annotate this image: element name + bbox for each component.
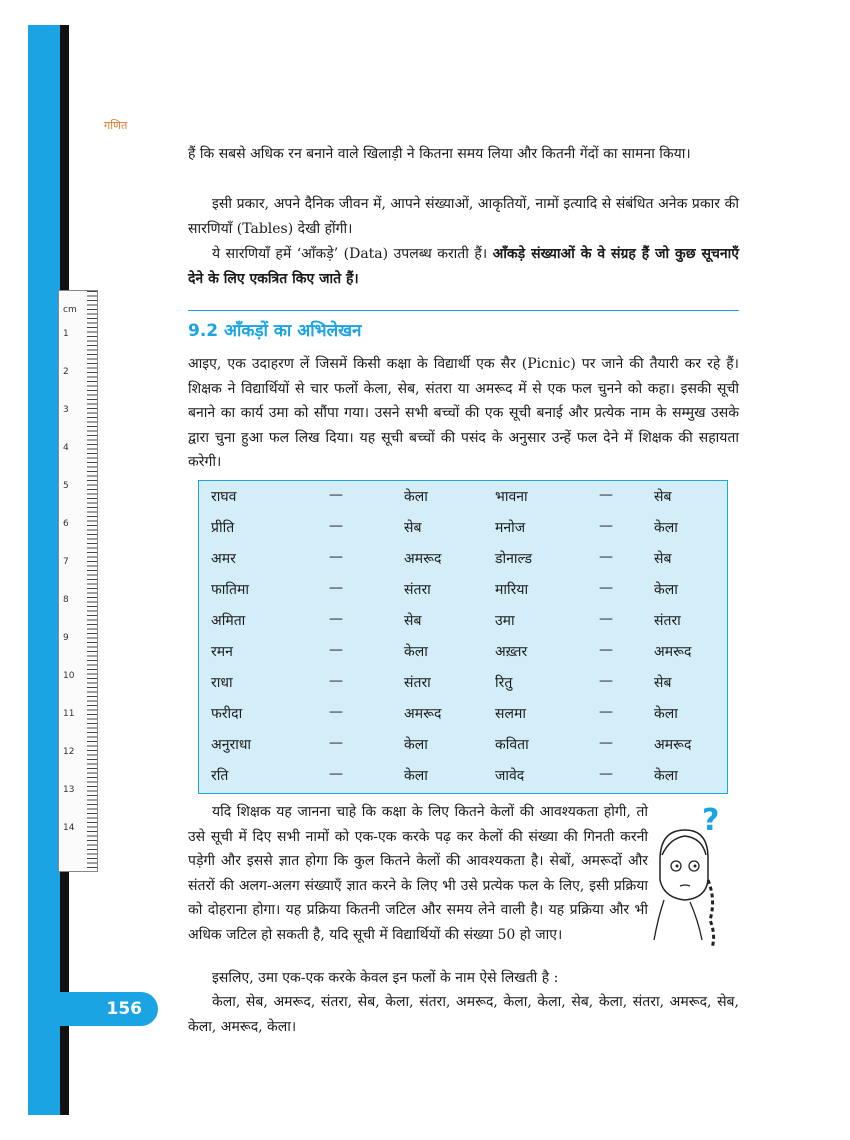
dash: — (329, 673, 343, 689)
student-name: अमिता (211, 613, 246, 629)
table-row (199, 669, 727, 699)
pupil-left (676, 865, 679, 868)
student-name: सलमा (495, 706, 526, 722)
student-name: मारिया (495, 582, 529, 598)
uma-writes-paragraph: इसलिए, उमा एक-एक करके केवल इन फलों के नाम ऐसे लिखती है : (212, 970, 559, 986)
table-row (199, 483, 727, 513)
fruit-choice: केला (404, 737, 428, 753)
student-name: रितु (495, 675, 513, 691)
fruit-choice: अमरूद (404, 551, 442, 567)
page-number: 156 (106, 999, 142, 1019)
fruit-choice: केला (654, 768, 678, 784)
fruit-choice: केला (654, 706, 678, 722)
student-name: जावेद (495, 768, 525, 784)
student-name: रमन (211, 644, 233, 660)
mouth (680, 885, 690, 886)
intro-paragraph-2: इसी प्रकार, अपने दैनिक जीवन में, आपने संख्याओं, आकृतियों, नामों इत्यादि से संबंधित अनेक प्रकार की सारणियाँ (Tables) देखी होंगी। (188, 196, 739, 237)
fruit-choice: केला (654, 582, 678, 598)
fruit-choice: केला (404, 489, 428, 505)
page-number-tab (28, 992, 158, 1026)
table-row (199, 762, 727, 792)
fruit-choice: केला (654, 520, 678, 536)
dash: — (599, 642, 613, 658)
dash: — (329, 642, 343, 658)
dash: — (599, 735, 613, 751)
fruit-choice: सेब (404, 520, 422, 536)
data-definition-lead: ये सारणियाँ हमें ‘आँकड़े’ (Data) उपलब्ध कराती हैं। (212, 246, 488, 262)
ruler-mark: 7 (63, 557, 69, 567)
dash: — (599, 673, 613, 689)
student-name: उमा (495, 613, 515, 629)
explanation-paragraph: यदि शिक्षक यह जानना चाहे कि कक्षा के लिए कितने केलों की आवश्यकता होगी, तो उसे सूची में दिए सभी नामों को एक-एक करके पढ़ कर केलों की संख्या की गिनती करनी पड़ेगी और इससे ज्ञात होगा कि कुल कितने केलों की आवश्यकता है। सेबों, अमरूदों और संतरों की अलग-अलग संख्याएँ ज्ञात करने के लिए भी उसे प्रत्येक फल के लिए, इसी प्रक्रिया को दोहराना होगा। यह प्रक्रिया कितनी जटिल और समय लेने वाली है। यह प्रक्रिया और भी अधिक जटिल हो सकती है, यदि सूची में विद्यार्थियों की संख्या 50 हो जाए। (188, 804, 648, 943)
ruler-mark: 10 (63, 671, 75, 681)
fruit-choice-table (198, 480, 728, 794)
fruit-list-paragraph: केला, सेब, अमरूद, संतरा, सेब, केला, संतरा, अमरूद, केला, केला, सेब, केला, संतरा, अमरूद, सेब, केला, अमरूद, केला। (188, 994, 739, 1035)
dash: — (599, 766, 613, 782)
dash: — (329, 704, 343, 720)
student-name: राधा (211, 675, 233, 691)
student-name: फरीदा (211, 706, 243, 722)
student-name: फातिमा (211, 582, 250, 598)
section-divider (188, 310, 739, 311)
ruler-mark: cm (63, 305, 77, 315)
ruler-mark: 8 (63, 595, 69, 605)
ruler-mark: 2 (63, 367, 69, 377)
student-name: अमर (211, 551, 236, 567)
student-name: राघव (211, 489, 237, 505)
dash: — (329, 611, 343, 627)
fruit-choice: संतरा (654, 613, 681, 629)
fruit-choice: केला (404, 644, 428, 660)
dash: — (599, 549, 613, 565)
fruit-choice: अमरूद (654, 644, 692, 660)
dash: — (329, 487, 343, 503)
intro-paragraph-1: हैं कि सबसे अधिक रन बनाने वाले खिलाड़ी ने कितना समय लिया और कितनी गेंदों का सामना किया। (188, 146, 691, 162)
data-definition-bold: आँकड़े संख्याओं के वे संग्रह हैं जो कुछ सूचनाएँ देने के लिए एकत्रित किए जाते हैं। (188, 246, 739, 287)
table-row (199, 731, 727, 761)
ruler-mark: 13 (63, 785, 75, 795)
dash: — (329, 580, 343, 596)
ruler-illustration (58, 290, 98, 872)
ruler-mark: 12 (63, 747, 75, 757)
ruler-mark: 3 (63, 405, 69, 415)
fruit-choice: संतरा (404, 582, 431, 598)
dash: — (599, 704, 613, 720)
fruit-choice: सेब (654, 675, 672, 691)
student-name: कविता (495, 737, 529, 753)
table-row (199, 638, 727, 668)
student-name: मनोज (495, 520, 526, 536)
dash: — (329, 735, 343, 751)
dash: — (329, 766, 343, 782)
student-name: डोनाल्ड (495, 551, 533, 567)
ruler-mark: 6 (63, 519, 69, 529)
fruit-choice: केला (404, 768, 428, 784)
ruler-mark: 9 (63, 633, 69, 643)
face-outline (660, 830, 708, 900)
student-name: रति (211, 768, 229, 784)
table-row (199, 545, 727, 575)
shoulders (654, 900, 702, 940)
ruler-mark: 1 (63, 329, 69, 339)
table-row (199, 700, 727, 730)
section-title: 9.2 आँकड़ों का अभिलेखन (188, 321, 362, 341)
fruit-choice: संतरा (404, 675, 431, 691)
question-mark-icon: ? (702, 803, 720, 838)
dash: — (599, 611, 613, 627)
fruit-choice: अमरूद (404, 706, 442, 722)
ruler-mark: 5 (63, 481, 69, 491)
dash: — (329, 518, 343, 534)
braid (708, 880, 714, 948)
intro-paragraph-3 (188, 242, 739, 291)
running-header: गणित (104, 119, 128, 132)
student-name: प्रीति (211, 520, 235, 536)
fruit-choice: सेब (404, 613, 422, 629)
left-color-bar (28, 25, 60, 1115)
hair-line (662, 836, 706, 855)
fruit-choice: अमरूद (654, 737, 692, 753)
ruler-mark: 14 (63, 823, 75, 833)
table-row (199, 607, 727, 637)
dash: — (599, 580, 613, 596)
pupil-right (694, 865, 697, 868)
table-row (199, 514, 727, 544)
fruit-choice: सेब (654, 489, 672, 505)
ruler-mark: 11 (63, 709, 75, 719)
dash: — (599, 518, 613, 534)
table-row (199, 576, 727, 606)
student-name: अनुराधा (211, 737, 252, 753)
dash: — (329, 549, 343, 565)
confused-girl-illustration (650, 800, 730, 950)
student-name: भावना (495, 489, 528, 505)
fruit-choice: सेब (654, 551, 672, 567)
section-paragraph: आइए, एक उदाहरण लें जिसमें किसी कक्षा के विद्यार्थी एक सैर (Picnic) पर जाने की तैयारी कर रहे हैं। शिक्षक ने विद्यार्थियों से चार फलों केला, सेब, संतरा या अमरूद में से एक फल चुनने को कहा। इसकी सूची बनाने का कार्य उमा को सौंपा गया। उसने सभी बच्चों की एक सूची बनाई और प्रत्येक नाम के सम्मुख उसके द्वारा चुना हुआ फल लिख दिया। यह सूची बच्चों की पसंद के अनुसार उन्हें फल देने में शिक्षक की सहायता करेगी। (188, 356, 739, 470)
student-name: अख़्तर (495, 644, 528, 660)
ruler-mark: 4 (63, 443, 69, 453)
dash: — (599, 487, 613, 503)
